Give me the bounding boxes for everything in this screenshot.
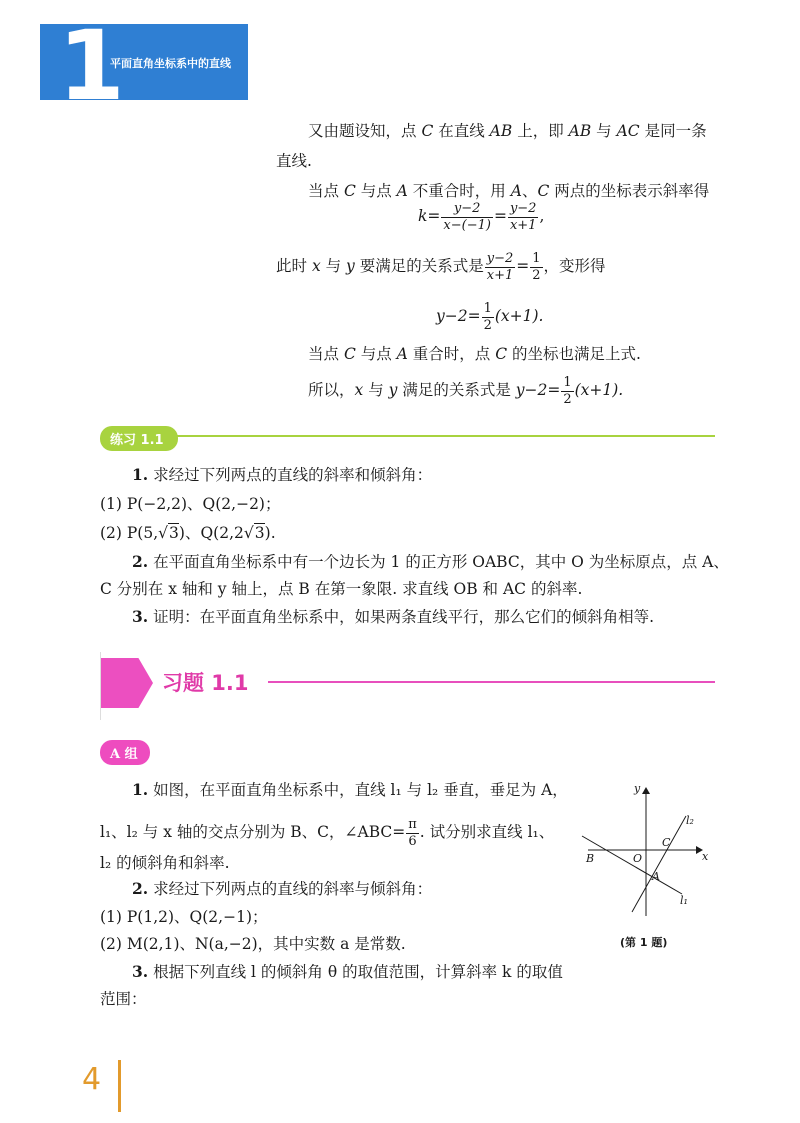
chapter-number: 1 bbox=[58, 10, 125, 122]
solution-line-3: 当点 C 与点 A 不重合时，用 A、C 两点的坐标表示斜率得 bbox=[308, 182, 710, 200]
problems-side-line bbox=[100, 652, 101, 720]
fig-label-B: B bbox=[586, 852, 595, 865]
problem-1-line3: l₂ 的倾斜角和斜率. bbox=[100, 854, 230, 872]
exercise-q2-line1: 2. 在平面直角坐标系中有一个边长为 1 的正方形 OABC，其中 O 为坐标原点，点 A、 bbox=[132, 552, 729, 571]
exercise-q3: 3. 证明：在平面直角坐标系中，如果两条直线平行，那么它们的倾斜角相等. bbox=[132, 607, 655, 626]
problem-1-line2: l₁、l₂ 与 x 轴的交点分别为 B、C，∠ABC= $\frac{\pi}{6}$ . 试分别求直线 l₁、 bbox=[100, 817, 555, 849]
exercise-divider bbox=[170, 435, 715, 437]
problem-1-figure bbox=[578, 776, 718, 972]
problem-3-line1: 3. 根据下列直线 l 的倾斜角 θ 的取值范围，计算斜率 k 的取值 bbox=[132, 962, 563, 981]
fig-label-l1: l₁ bbox=[680, 894, 688, 907]
problem-1-line1: 1. 如图，在平面直角坐标系中，直线 l₁ 与 l₂ 垂直，垂足为 A， bbox=[132, 780, 568, 799]
fig-label-O: O bbox=[633, 852, 643, 865]
group-a-label: A 组 bbox=[100, 740, 150, 765]
slope-equation: k= $\frac{y-2}{x-(-1)}$ = $\frac{y-2}{x+1}$ , bbox=[418, 201, 545, 233]
exercise-q1-part2: (2) P(5,√3)、Q(2,2√3). bbox=[100, 524, 276, 542]
chapter-title: 平面直角坐标系中的直线 bbox=[110, 57, 231, 70]
problems-divider bbox=[268, 681, 715, 683]
solution-conclusion: 所以，x 与 y 满足的关系式是 y−2= $\frac{1}{2}$ (x+1). bbox=[308, 375, 624, 407]
problem-2-part1: (1) P(1,2)、Q(2,−1)； bbox=[100, 908, 268, 926]
exercise-q2-line2: C 分别在 x 轴和 y 轴上，点 B 在第一象限. 求直线 OB 和 AC 的斜率. bbox=[100, 580, 583, 598]
problem-2-part2: (2) M(2,1)、N(a,−2)，其中实数 a 是常数. bbox=[100, 935, 406, 953]
solution-line-1: 又由题设知，点 C 在直线 AB 上，即 AB 与 AC 是同一条 bbox=[308, 122, 707, 140]
figure-caption: (第 1 题) bbox=[620, 936, 668, 949]
problems-title: 习题 1.1 bbox=[162, 671, 249, 695]
exercise-q1: 1. 求经过下列两点的直线的斜率和倾斜角： bbox=[132, 465, 433, 484]
page-number: 4 bbox=[82, 1062, 102, 1097]
solution-line-5: 此时 x 与 y 要满足的关系式是 $\frac{y-2}{x+1}$ = $\frac{1}{2}$ ，变形得 bbox=[276, 251, 606, 283]
page-number-bar bbox=[118, 1060, 121, 1112]
fig-label-A: A bbox=[652, 870, 660, 883]
solution-line-7: 当点 C 与点 A 重合时，点 C 的坐标也满足上式. bbox=[308, 345, 641, 363]
exercise-label: 练习 1.1 bbox=[100, 426, 178, 451]
problem-3-line2: 范围： bbox=[100, 990, 147, 1008]
problem-2: 2. 求经过下列两点的直线的斜率与倾斜角： bbox=[132, 879, 433, 898]
exercise-q1-part1: (1) P(−2,2)、Q(2,−2)； bbox=[100, 495, 281, 513]
fig-label-C: C bbox=[662, 836, 671, 849]
problems-arrow-badge bbox=[101, 658, 153, 708]
solution-line-2: 直线. bbox=[276, 152, 312, 170]
fig-label-y: y bbox=[634, 782, 641, 795]
transformed-equation: y−2= $\frac{1}{2}$ (x+1). bbox=[436, 301, 544, 333]
fig-label-l2: l₂ bbox=[686, 814, 694, 827]
fig-label-x: x bbox=[702, 850, 709, 863]
